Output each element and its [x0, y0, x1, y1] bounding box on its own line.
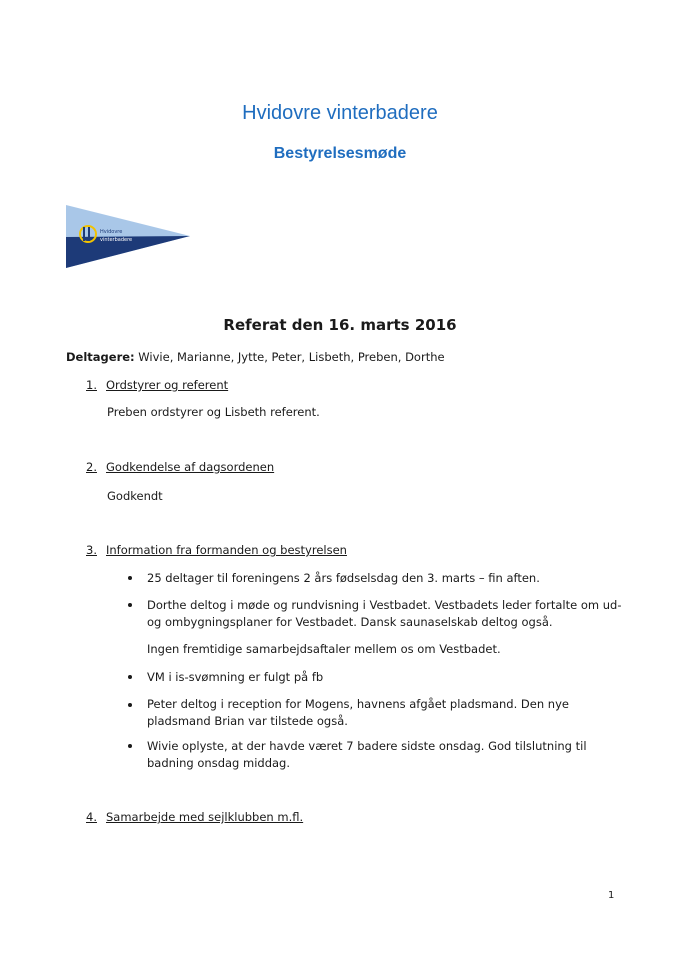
participants-line: [66, 350, 445, 364]
section-number: 1.: [86, 378, 97, 392]
logo-text-line1: Hvidovre: [100, 229, 123, 235]
bullet-item: VM i is-svømning er fulgt på fb: [147, 670, 324, 684]
club-pennant-logo: [66, 205, 190, 271]
section-3-title: [86, 543, 347, 557]
section-number: 4.: [86, 810, 97, 824]
section-heading: Information fra formanden og bestyrelsen: [106, 543, 347, 557]
section-heading: Ordstyrer og referent: [106, 378, 229, 392]
section-number: 3.: [86, 543, 97, 557]
logo-text-line2: vinterbadere: [100, 237, 133, 243]
section-2-title: [86, 460, 274, 474]
document-subtitle: Bestyrelsesmøde: [273, 145, 407, 162]
bullet-icon: [128, 675, 129, 676]
bullet-icon: [128, 703, 129, 704]
section-1-body: Preben ordstyrer og Lisbeth referent.: [107, 405, 320, 419]
bullet-item: Peter deltog i reception for Mogens, havnens afgået pladsmand. Den nye pladsmand Brian var tilstede også.: [147, 697, 569, 728]
bullet-icon: [128, 744, 129, 745]
participants-list: Wivie, Marianne, Jytte, Peter, Lisbeth, Preben, Dorthe: [134, 350, 445, 364]
document-title: Hvidovre vinterbadere: [242, 102, 438, 124]
section-heading: Samarbejde med sejlklubben m.fl.: [106, 810, 304, 824]
bullet-icon: [128, 603, 129, 604]
section-1-title: [86, 378, 228, 392]
section-heading: Godkendelse af dagsordenen: [106, 460, 275, 474]
page-number: 1: [608, 890, 615, 901]
section-4-title: [86, 810, 303, 824]
bullet-continuation: Ingen fremtidige samarbejdsaftaler mellem os om Vestbadet.: [147, 642, 501, 656]
minutes-heading: Referat den 16. marts 2016: [223, 316, 457, 334]
section-2-body: Godkendt: [107, 489, 163, 503]
bullet-item: Wivie oplyste, at der havde været 7 badere sidste onsdag. God tilslutning til badning onsdag middag.: [147, 739, 587, 770]
bullet-item: Dorthe deltog i møde og rundvisning i Vestbadet. Vestbadets leder fortalte om ud- og ombygningsplaner for Vestbadet. Dansk saunaselskab deltog også.: [147, 598, 622, 629]
bullet-icon: [128, 576, 129, 577]
section-number: 2.: [86, 460, 97, 474]
bullet-item: 25 deltager til foreningens 2 års fødselsdag den 3. marts – fin aften.: [147, 571, 540, 585]
participants-label: Deltagere:: [66, 350, 135, 364]
